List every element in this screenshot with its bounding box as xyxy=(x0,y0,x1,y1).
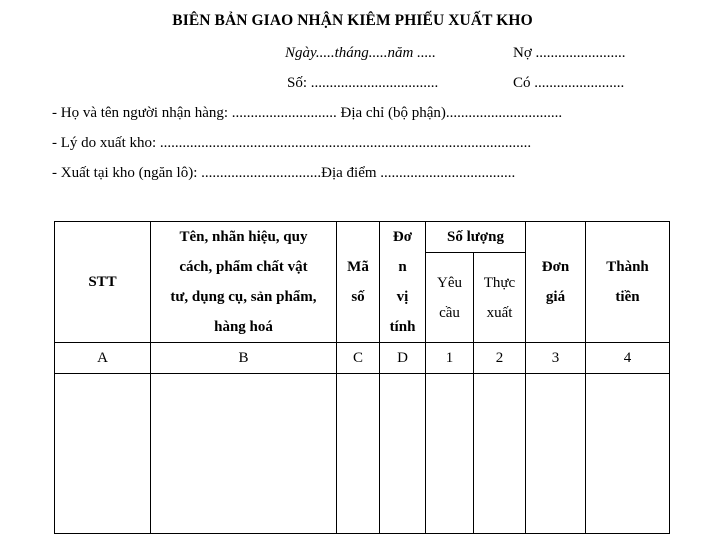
warehouse-line: - Xuất tại kho (ngăn lô): ................................Địa điểm .................................... xyxy=(52,165,516,181)
number-line: Số: .................................. xyxy=(287,75,439,91)
empty-cell[interactable] xyxy=(337,374,380,534)
receiver-line: - Họ và tên người nhận hàng: ............................ Địa chỉ (bộ phận)............................... xyxy=(52,105,563,121)
empty-cell[interactable] xyxy=(426,374,474,534)
empty-cell[interactable] xyxy=(474,374,526,534)
index-cell: 3 xyxy=(526,343,586,374)
header-required: Yêu cầu xyxy=(426,253,474,343)
empty-cell[interactable] xyxy=(380,374,426,534)
header-amount: Thành tiền xyxy=(586,222,670,343)
index-cell: 4 xyxy=(586,343,670,374)
header-unit: Đơ n vị tính xyxy=(380,222,426,343)
debit-line: Nợ ........................ xyxy=(513,45,626,61)
reason-line: - Lý do xuất kho: ................................................................................................... xyxy=(52,135,532,151)
header-stt: STT xyxy=(55,222,151,343)
header-actual: Thực xuất xyxy=(474,253,526,343)
index-cell: 2 xyxy=(474,343,526,374)
index-cell: A xyxy=(55,343,151,374)
header-quantity: Số lượng xyxy=(426,222,526,253)
goods-table xyxy=(54,221,670,534)
empty-cell[interactable] xyxy=(586,374,670,534)
index-cell: C xyxy=(337,343,380,374)
index-cell: 1 xyxy=(426,343,474,374)
header-unit-price: Đơn giá xyxy=(526,222,586,343)
document-title: BIÊN BẢN GIAO NHẬN KIÊM PHIẾU XUẤT KHO xyxy=(172,12,533,29)
credit-line: Có ........................ xyxy=(513,75,625,91)
empty-cell[interactable] xyxy=(151,374,337,534)
header-code: Mã số xyxy=(337,222,380,343)
date-line: Ngày.....tháng.....năm ..... xyxy=(285,45,436,61)
index-cell: D xyxy=(380,343,426,374)
empty-row xyxy=(55,374,670,534)
index-row xyxy=(55,343,670,374)
empty-cell[interactable] xyxy=(526,374,586,534)
header-item-name: Tên, nhãn hiệu, quy cách, phẩm chất vật tư, dụng cụ, sản phẩm, hàng hoá xyxy=(151,222,337,343)
empty-cell[interactable] xyxy=(55,374,151,534)
index-cell: B xyxy=(151,343,337,374)
